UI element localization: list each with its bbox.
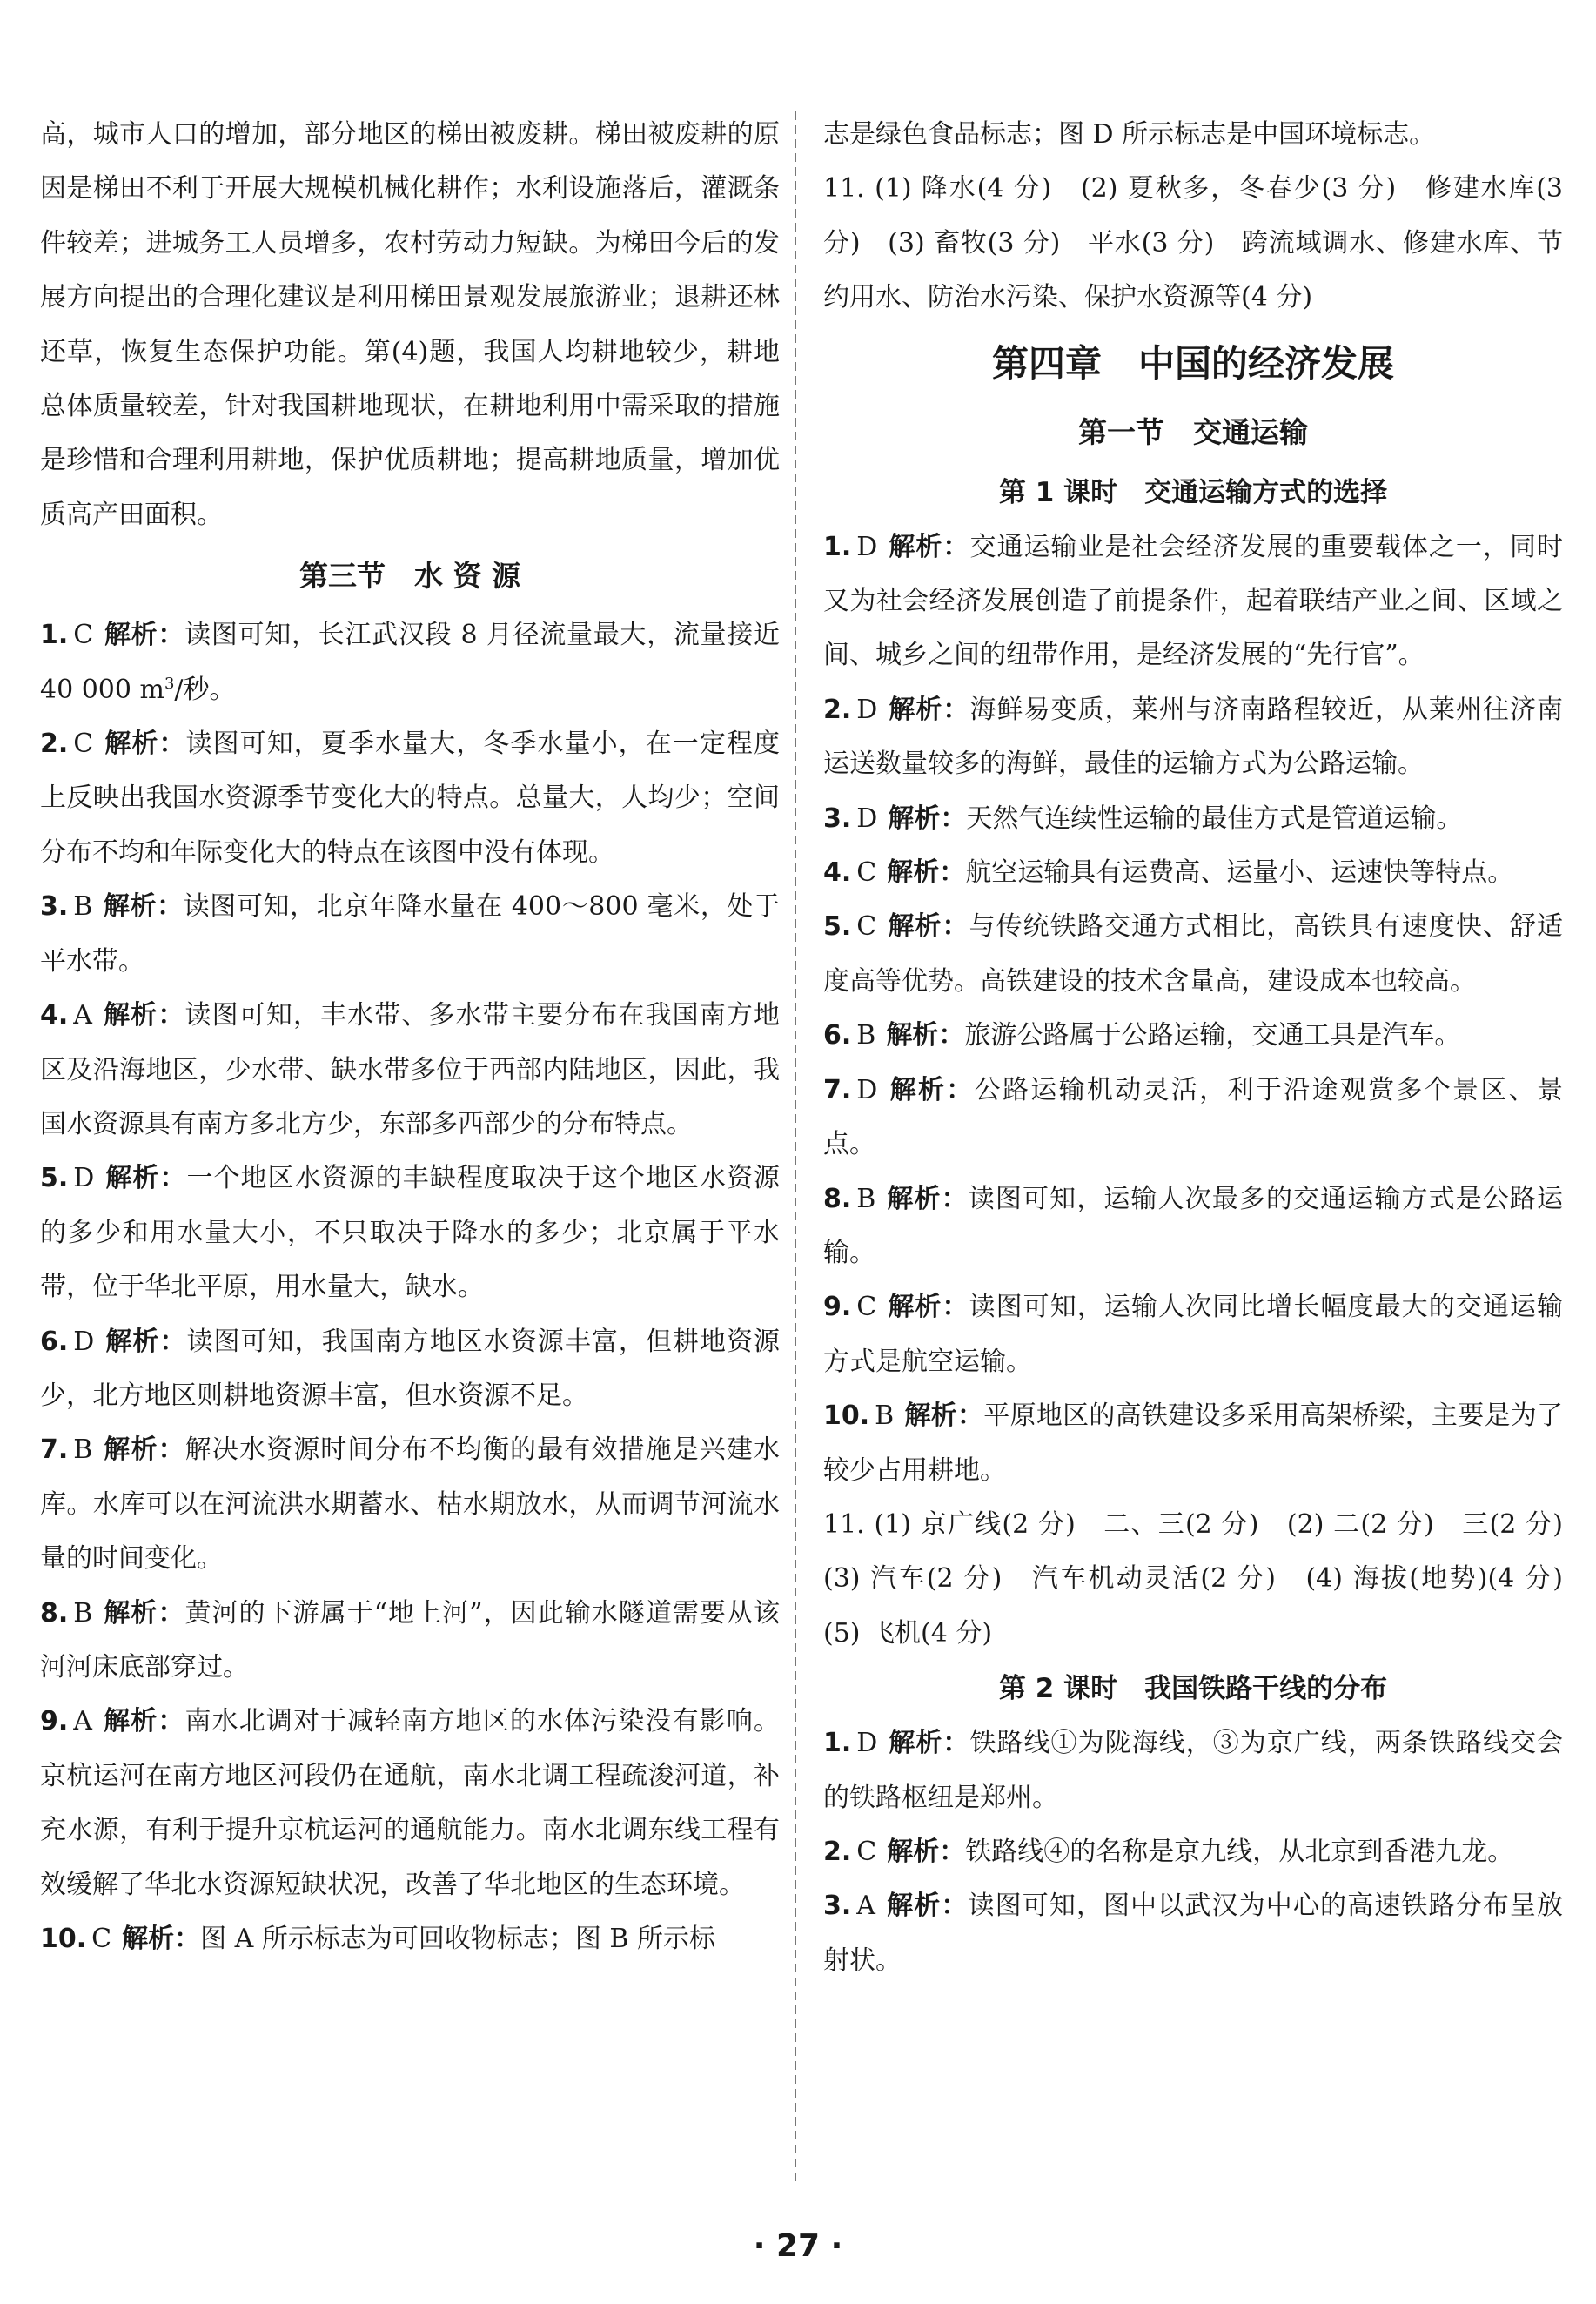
chapter-title: 第四章 中国的经济发展 (991, 341, 1394, 385)
answer-item: 2. C 解析：读图可知，夏季水量大，冬季水量小，在一定程度上反映出我国水资源季节变化大的特点。总量大，人均少；空间分布不均和年际变化大的特点在该图中没有体现。 (40, 729, 781, 868)
left-intro-paragraph: 高，城市人口的增加，部分地区的梯田被废耕。梯田被废耕的原因是梯田不利于开展大规模机械化耕作；水利设施落后，灌溉条件较差；进城务工人员增多，农村劳动力短缺。为梯田今后的发展方向提出的合理化建议是利用梯田景观发展旅游业；退耕还林还草，恢复生态保护功能。第(4)题，我国人均耕地较少，耕地总体质量较差，针对我国耕地现状，在耕地利用中需采取的措施是珍惜和合理利用耕地，保护优质耕地；提高耕地质量，增加优质高产田面积。 (40, 119, 780, 530)
right-intro-paragraph: 志是绿色食品标志；图 D 所示标志是中国环境标志。 (823, 119, 1436, 150)
answer-item: 5. D 解析：一个地区水资源的丰缺程度取决于这个地区水资源的多少和用水量大小，不只取决于降水的多少；北京属于平水带，位于华北平原，用水量大，缺水。 (40, 1163, 781, 1303)
lesson-1-title: 第 1 课时 交通运输方式的选择 (998, 476, 1388, 508)
answer-item: 1. D 解析：交通运输业是社会经济发展的重要载体之一，同时又为社会经济发展创造了前提条件，起着联结产业之间、区域之间、城乡之间的纽带作用，是经济发展的“先行官”。 (823, 531, 1564, 671)
left-column (40, 108, 780, 1966)
answer-item: 3. B 解析：读图可知，北京年降水量在 400～800 毫米，处于平水带。 (40, 891, 781, 977)
answer-item: 1. D 解析：铁路线①为陇海线，③为京广线，两条铁路线交会的铁路枢纽是郑州。 (823, 1728, 1564, 1813)
lesson-2-title: 第 2 课时 我国铁路干线的分布 (998, 1673, 1388, 1705)
answer-item: 6. D 解析：读图可知，我国南方地区水资源丰富，但耕地资源少，北方地区则耕地资源丰富，但水资源不足。 (40, 1326, 781, 1411)
answer-item: 10. B 解析：平原地区的高铁建设多采用高架桥梁，主要是为了较少占用耕地。 (823, 1401, 1564, 1486)
answer-item: 2. C 解析：铁路线④的名称是京九线，从北京到香港九龙。 (823, 1836, 1514, 1867)
answer-item: 6. B 解析：旅游公路属于公路运输，交通工具是汽车。 (823, 1020, 1461, 1051)
answer-item: 9. A 解析：南水北调对于减轻南方地区的水体污染没有影响。京杭运河在南方地区河段仍在通航，南水北调工程疏浚河道，补充水源，有利于提升京杭运河的通航能力。南水北调东线工程有效缓解了华北水资源短缺状况，改善了华北地区的生态环境。 (40, 1706, 781, 1900)
answer-item: 5. C 解析：与传统铁路交通方式相比，高铁具有速度快、舒适度高等优势。高铁建设的技术含量高，建设成本也较高。 (823, 911, 1564, 997)
answer-item: 8. B 解析：读图可知，运输人次最多的交通运输方式是公路运输。 (823, 1183, 1564, 1268)
answer-item-11-water: 11. (1) 降水(4 分) (2) 夏秋多，冬春少(3 分) 修建水库(3 分) (3) 畜牧(3 分) 平水(3 分) 跨流域调水、修建水库、节约用水、防治水污染、保护水资源等(4 分) (823, 173, 1563, 313)
section-title-transport: 第一节 交通运输 (1078, 414, 1308, 449)
section-title-water: 第三节 水 资 源 (299, 559, 520, 594)
answer-item-11-transport: 11. (1) 京广线(2 分) 二、三(2 分) (2) 二(2 分) 三(2 分) (3) 汽车(2 分) 汽车机动灵活(2 分) (4) 海拔(地势)(4 分) (5) 飞机(4 分) (823, 1508, 1589, 1649)
answer-item: 7. B 解析：解决水资源时间分布不均衡的最有效措施是兴建水库。水库可以在河流洪水期蓄水、枯水期放水，从而调节河流水量的时间变化。 (40, 1434, 781, 1575)
answer-item: 3. D 解析：天然气连续性运输的最佳方式是管道运输。 (823, 803, 1463, 834)
answer-item: 10. C 解析：图 A 所示标志为可回收物标志；图 B 所示标 (40, 1924, 715, 1954)
answer-item: 4. A 解析：读图可知，丰水带、多水带主要分布在我国南方地区及沿海地区，少水带、缺水带多位于西部内陆地区，因此，我国水资源具有南方多北方少，东部多西部少的分布特点。 (40, 1000, 781, 1139)
answer-item: 7. D 解析：公路运输机动灵活，利于沿途观赏多个景区、景点。 (823, 1074, 1564, 1160)
answer-item: 8. B 解析：黄河的下游属于“地上河”，因此输水隧道需要从该河河床底部穿过。 (40, 1597, 780, 1683)
right-column (823, 108, 1589, 1988)
answer-item: 2. D 解析：海鲜易变质，莱州与济南路程较近，从莱州往济南运送数量较多的海鲜，最佳的运输方式为公路运输。 (823, 694, 1564, 780)
answer-item: 1. C 解析：读图可知，长江武汉段 8 月径流量最大，流量接近 40 000 $m^3/$秒。 (40, 620, 780, 705)
answer-item: 9. C 解析：读图可知，运输人次同比增长幅度最大的交通运输方式是航空运输。 (823, 1292, 1564, 1377)
answer-item: 3. A 解析：读图可知，图中以武汉为中心的高速铁路分布呈放射状。 (823, 1891, 1564, 1976)
column-divider (795, 111, 796, 2183)
answer-item: 4. C 解析：航空运输具有运费高、运量小、运速快等特点。 (823, 857, 1514, 889)
page-number: · 27 · (753, 2228, 843, 2264)
